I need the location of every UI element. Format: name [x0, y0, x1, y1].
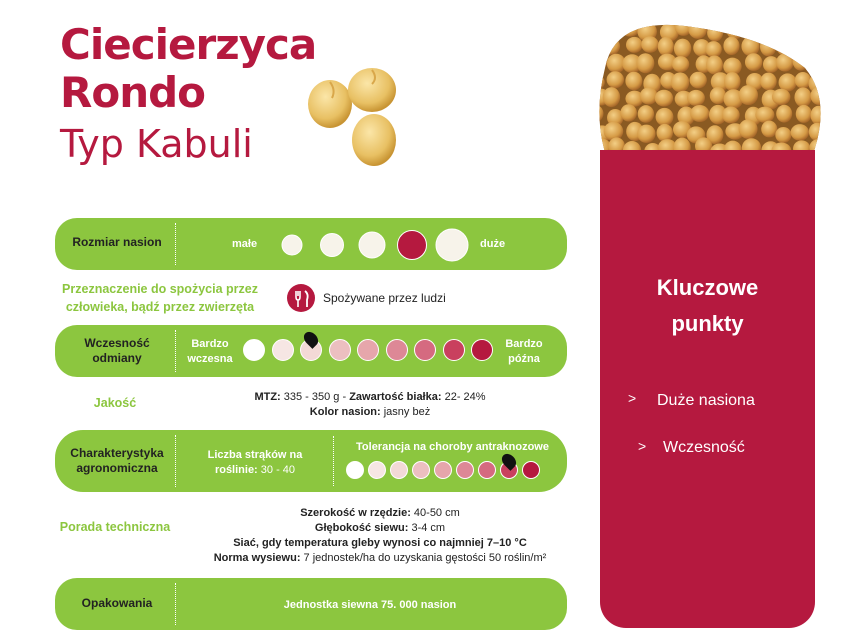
chickpea-illustration: [300, 60, 410, 170]
scale-dot: [412, 461, 430, 479]
row-seed-size-label: Rozmiar nasion: [72, 235, 162, 249]
seed-size-selected: [398, 231, 427, 260]
key-point-item: Duże nasiona: [657, 392, 755, 409]
earliness-max-label: Bardzo późna: [505, 338, 543, 365]
seed-size-option: [359, 232, 385, 258]
scale-dot: [386, 339, 408, 361]
depth-value: 3-4 cm: [408, 522, 446, 534]
seed-size-option: [321, 234, 344, 257]
color-label: Kolor nasion:: [309, 406, 381, 418]
mtz-label: MTZ:: [254, 391, 281, 403]
scale-dot: [471, 339, 493, 361]
row-packaging-label: Opakowania: [81, 596, 153, 610]
scale-dot: [478, 461, 496, 479]
scale-dot: [456, 461, 474, 479]
width-label: Szerokość w rzędzie:: [300, 507, 411, 519]
scale-dot: [346, 461, 364, 479]
protein-label: Zawartość białka:: [349, 391, 442, 403]
title-line-2: Rondo: [60, 68, 206, 117]
row-quality-label: Jakość: [93, 396, 137, 410]
scale-dot: [434, 461, 452, 479]
quality-info: [190, 390, 550, 420]
earliness-min-label: Bardzo wczesna: [187, 338, 233, 365]
earliness-scale: [243, 330, 493, 370]
seed-size-option: [282, 235, 302, 255]
advice-info: [180, 506, 580, 566]
scale-dot: [390, 461, 408, 479]
scale-dot: [357, 339, 379, 361]
protein-value: 22- 24%: [441, 391, 486, 403]
row-agronomic-label: Charakterystyka agronomiczna: [70, 446, 164, 475]
title-line-3: Typ Kabuli: [60, 122, 253, 166]
pods-info: [195, 448, 315, 478]
seed-size-max-label: duże: [480, 238, 506, 250]
scale-dot: [329, 339, 351, 361]
scale-dot: [243, 339, 265, 361]
mtz-value: 335 - 350 g -: [280, 391, 350, 403]
key-points-title: Kluczowe punkty: [656, 275, 759, 336]
color-value: jasny beż: [380, 406, 431, 418]
scale-dot: [443, 339, 465, 361]
temp-text: Siać, gdy temperatura gleby wynosi co najmniej 7–10 °C: [233, 537, 527, 549]
norm-label: Norma wysiewu:: [213, 552, 301, 564]
scale-dot: [272, 339, 294, 361]
tolerance-label: Tolerancja na choroby antraknozowe: [356, 441, 549, 453]
row-purpose-label: Przeznaczenie do spożycia przez człowieka, bądź przez zwierzęta: [62, 282, 258, 314]
title-line-1: Ciecierzyca: [60, 20, 317, 69]
chevron-right-icon: >: [628, 390, 637, 406]
width-value: 40-50 cm: [410, 507, 460, 519]
chevron-right-icon: >: [638, 438, 647, 454]
scale-dot: [522, 461, 540, 479]
seed-size-min-label: małe: [232, 238, 258, 250]
tolerance-scale: [346, 456, 546, 484]
scale-dot: [414, 339, 436, 361]
pods-label: Liczba strąków na roślinie:: [207, 449, 303, 476]
fork-knife-icon: [286, 283, 316, 313]
scale-dot: [368, 461, 386, 479]
norm-value: 7 jednostek/ha do uzyskania gęstości 50 roślin/m²: [300, 552, 547, 564]
row-advice-label: Porada techniczna: [59, 520, 171, 534]
purpose-value: Spożywane przez ludzi: [323, 291, 446, 305]
seed-size-scale: [275, 224, 475, 266]
pods-value: 30 - 40: [257, 464, 296, 476]
seed-size-option: [436, 229, 468, 261]
row-earliness-label: Wczesność odmiany: [84, 336, 150, 365]
packaging-value: Jednostka siewna 75. 000 nasion: [283, 599, 457, 611]
key-point-item: Wczesność: [663, 439, 745, 456]
depth-label: Głębokość siewu:: [314, 522, 409, 534]
key-points-panel: [600, 150, 815, 628]
